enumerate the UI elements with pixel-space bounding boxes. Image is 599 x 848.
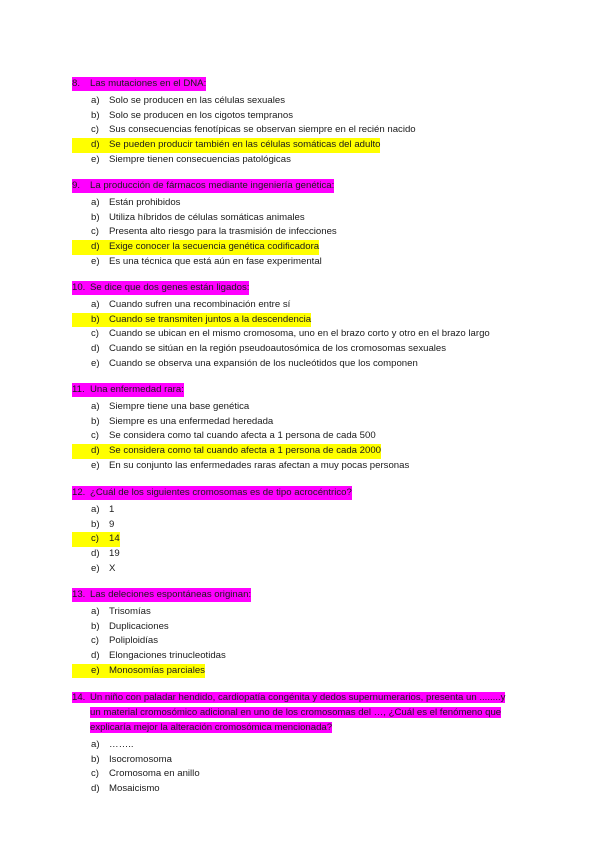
question-12 [72, 486, 542, 576]
option: d) 19 [91, 548, 120, 560]
option-correct: e) Monosomías parciales [72, 664, 542, 679]
question-9-options [72, 196, 542, 269]
option: c) Cuando se ubican en el mismo cromosoma, uno en el brazo corto y otro en el brazo largo [91, 328, 490, 340]
question-14-title: 14. Un niño con paladar hendido, cardiopatía congénita y dedos supernumerarios, presenta un ........y un material cromosómico adicional en uno de los cromosomas del …, ¿Cuál es el fenómeno que explicaría mejor la alteración cromosómica mencionada? [72, 692, 506, 733]
option: d) Cuando se sitúan en la región pseudoautosómica de los cromosomas sexuales [91, 343, 447, 355]
option: e) Siempre tienen consecuencias patológicas [91, 153, 291, 165]
question-12-title: 12. ¿Cuál de los siguientes cromosomas es de tipo acrocéntrico? [72, 487, 352, 498]
option: c) Sus consecuencias fenotípicas se observan siempre en el recién nacido [91, 124, 416, 136]
option: c) Cromosoma en anillo [91, 768, 200, 780]
question-8-title: 8. Las mutaciones en el DNA: [72, 78, 207, 89]
option: e) Es una técnica que está aún en fase experimental [91, 255, 322, 267]
option: e) En su conjunto las enfermedades raras afectan a muy pocas personas [91, 459, 410, 471]
question-10 [72, 281, 542, 371]
option: b) Siempre es una enfermedad heredada [91, 415, 274, 427]
question-8-options [72, 94, 542, 167]
question-11-title: 11. Una enfermedad rara: [72, 384, 184, 395]
question-10-title: 10. Se dice que dos genes están ligados: [72, 282, 250, 293]
option: b) Duplicaciones [91, 620, 169, 632]
question-9 [72, 179, 542, 269]
question-9-title: 9. La producción de fármacos mediante ingeniería genética: [72, 180, 335, 191]
question-13-options [72, 605, 542, 678]
option: b) Utiliza híbridos de células somáticas animales [91, 211, 305, 223]
option: b) Isocromosoma [91, 753, 172, 765]
option: a) Trisomías [91, 606, 151, 617]
option-correct: d) Se pueden producir también en las células somáticas del adulto [72, 138, 542, 153]
option: b) Solo se producen en los cigotos tempranos [91, 109, 293, 121]
option-correct: d) Se considera como tal cuando afecta a 1 persona de cada 2000 [72, 444, 542, 459]
option: e) Cuando se observa una expansión de los nucleótidos que los componen [91, 357, 418, 369]
option-correct: d) Exige conocer la secuencia genética codificadora [72, 240, 542, 255]
option: d) Mosaicismo [91, 783, 160, 795]
option: a) Siempre tiene una base genética [91, 401, 250, 412]
option-correct: b) Cuando se transmiten juntos a la descendencia [72, 313, 542, 328]
option: b) 9 [91, 518, 115, 530]
option-correct: c) 14 [72, 532, 542, 547]
option: a) Están prohibidos [91, 197, 181, 208]
question-13 [72, 588, 542, 678]
question-10-options [72, 298, 542, 371]
question-14-options [72, 738, 542, 797]
option: c) Se considera como tal cuando afecta a 1 persona de cada 500 [91, 430, 376, 442]
option: c) Poliploidías [91, 635, 159, 647]
option: e) X [91, 562, 116, 574]
option: a) Cuando sufren una recombinación entre sí [91, 299, 291, 310]
question-8 [72, 77, 542, 167]
option: d) Elongaciones trinucleotidas [91, 650, 226, 662]
question-11 [72, 383, 542, 473]
option: a) 1 [91, 504, 115, 515]
question-14 [72, 690, 542, 797]
question-12-options [72, 503, 542, 576]
question-11-options [72, 400, 542, 473]
option: a) Solo se producen en las células sexuales [91, 95, 285, 106]
option: a) …….. [91, 739, 134, 750]
option: c) Presenta alto riesgo para la trasmisión de infecciones [91, 226, 337, 238]
question-13-title: 13. Las deleciones espontáneas originan: [72, 589, 252, 600]
